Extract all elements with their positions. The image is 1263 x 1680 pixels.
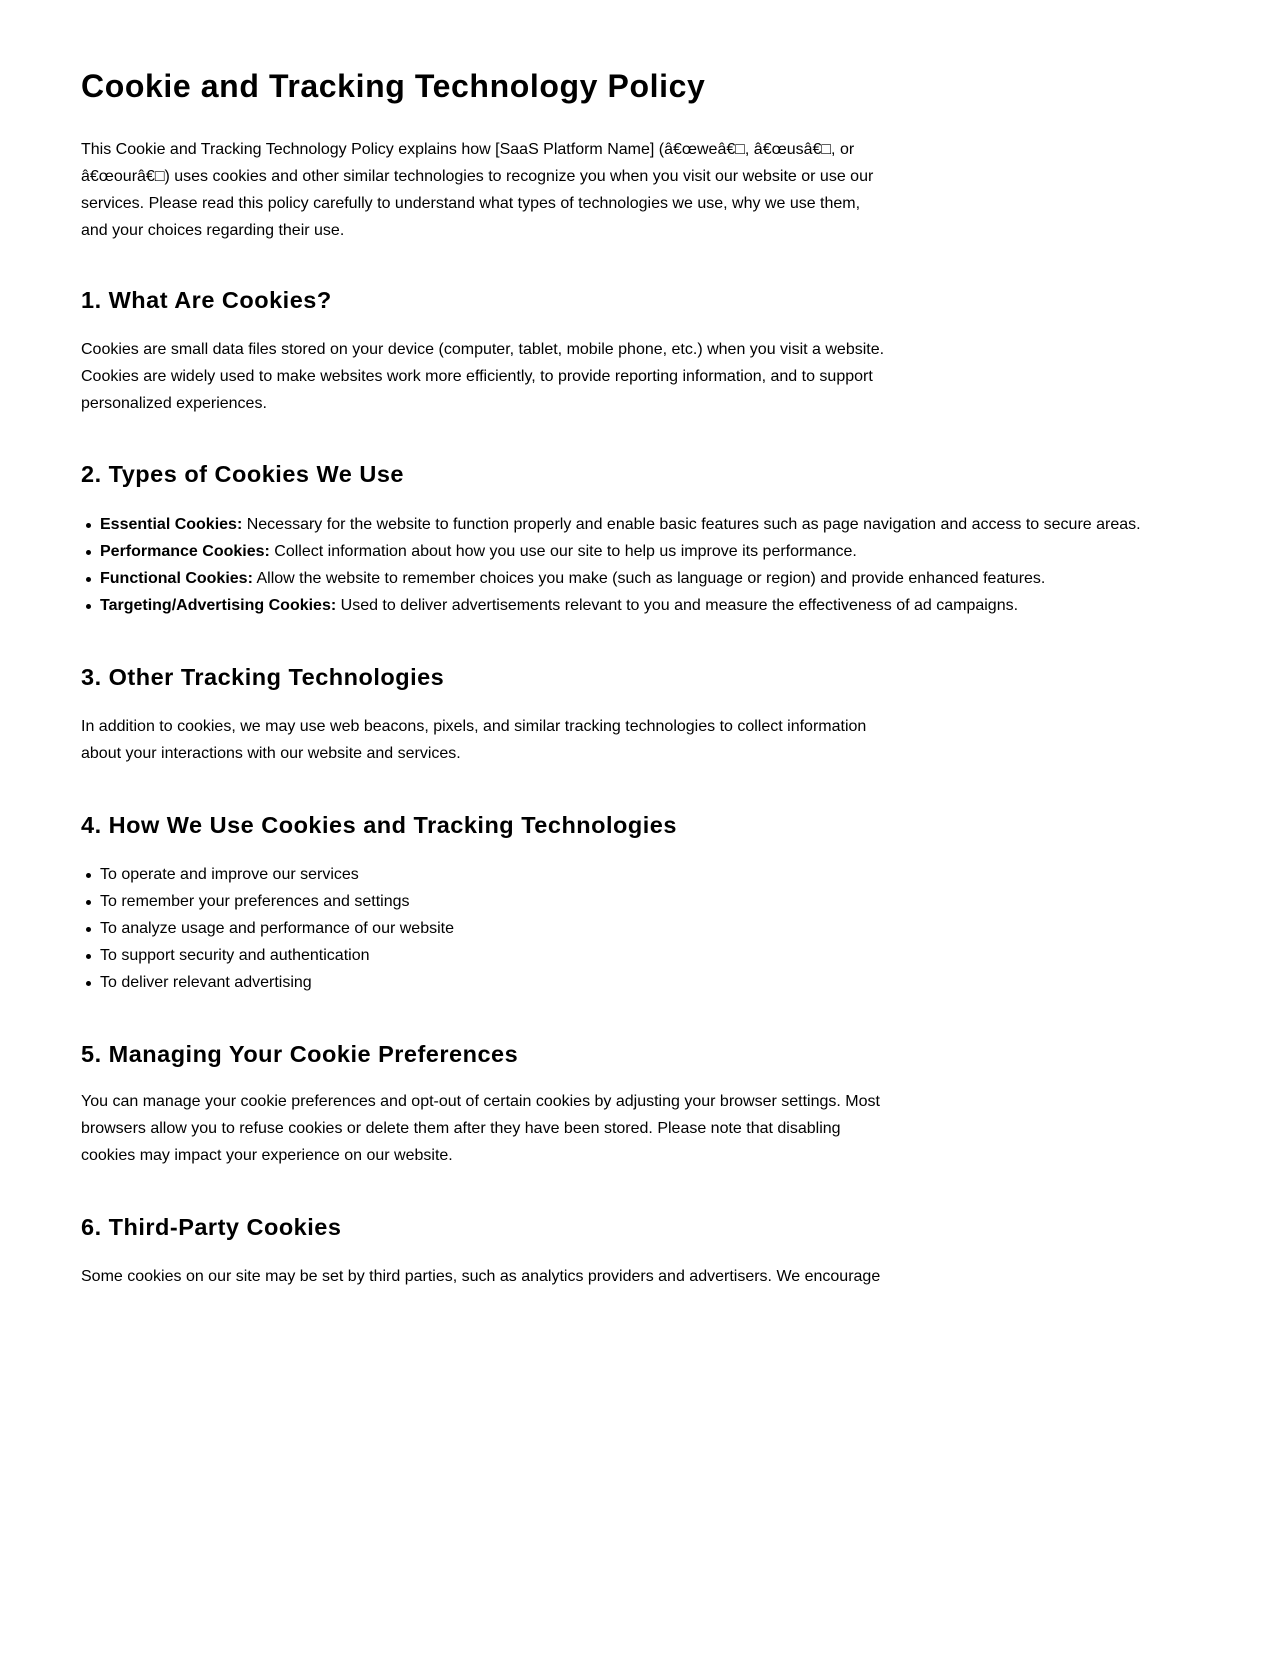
list-item: To deliver relevant advertising	[100, 969, 454, 996]
list-item-term: Performance Cookies:	[100, 543, 270, 560]
list-item-term: Targeting/Advertising Cookies:	[100, 597, 337, 614]
page-title: Cookie and Tracking Technology Policy	[81, 68, 706, 104]
section-heading-managing-preferences: 5. Managing Your Cookie Preferences	[81, 1041, 519, 1067]
section-heading-types-of-cookies: 2. Types of Cookies We Use	[81, 461, 404, 487]
section-heading-how-we-use: 4. How We Use Cookies and Tracking Technologies	[81, 812, 677, 838]
list-item	[100, 565, 1141, 592]
section-body-third-party: Some cookies on our site may be set by third parties, such as analytics providers and advertisers. We encourage	[81, 1268, 881, 1285]
list-item: To analyze usage and performance of our website	[100, 915, 454, 942]
usage-list	[81, 861, 454, 996]
list-item	[100, 538, 1141, 565]
list-item: To remember your preferences and settings	[100, 888, 454, 915]
list-item-desc: Allow the website to remember choices you make (such as language or region) and provide enhanced features.	[252, 570, 1046, 587]
section-heading-what-are-cookies: 1. What Are Cookies?	[81, 287, 332, 313]
section-body-other-tracking: In addition to cookies, we may use web beacons, pixels, and similar tracking technologies to collect information about your interactions with our website and services.	[81, 718, 867, 762]
list-item: To operate and improve our services	[100, 861, 454, 888]
list-item	[100, 592, 1141, 619]
list-item-desc: Collect information about how you use our site to help us improve its performance.	[269, 543, 857, 560]
list-item-desc: Used to deliver advertisements relevant to you and measure the effectiveness of ad campaigns.	[336, 597, 1019, 614]
section-heading-other-tracking: 3. Other Tracking Technologies	[81, 664, 445, 690]
cookie-types-list	[81, 511, 1141, 619]
section-body-managing-preferences: You can manage your cookie preferences and opt-out of certain cookies by adjusting your browser settings. Most browsers allow you to refuse cookies or delete them after they have been stored. Please note that disabling cookies may impact your experience on our website.	[81, 1093, 880, 1164]
list-item-desc: Necessary for the website to function properly and enable basic features such as page navigation and access to secure areas.	[242, 516, 1141, 533]
section-body-what-are-cookies: Cookies are small data files stored on your device (computer, tablet, mobile phone, etc.) when you visit a website. Cookies are widely used to make websites work more efficiently, to provide reporting information, and to support personalized experiences.	[81, 341, 885, 412]
list-item	[100, 511, 1141, 538]
list-item-term: Essential Cookies:	[100, 516, 243, 533]
list-item: To support security and authentication	[100, 942, 454, 969]
section-heading-third-party: 6. Third-Party Cookies	[81, 1214, 342, 1240]
intro-paragraph: This Cookie and Tracking Technology Policy explains how [SaaS Platform Name] (â€œweâ€□, â€œusâ€□, or â€œourâ€□) uses cookies and other similar technologies to recognize you when you visit our website or use our services. Please read this policy carefully to understand what types of technologies we use, why we use them, and your choices regarding their use.	[81, 141, 874, 239]
list-item-term: Functional Cookies:	[100, 570, 253, 587]
